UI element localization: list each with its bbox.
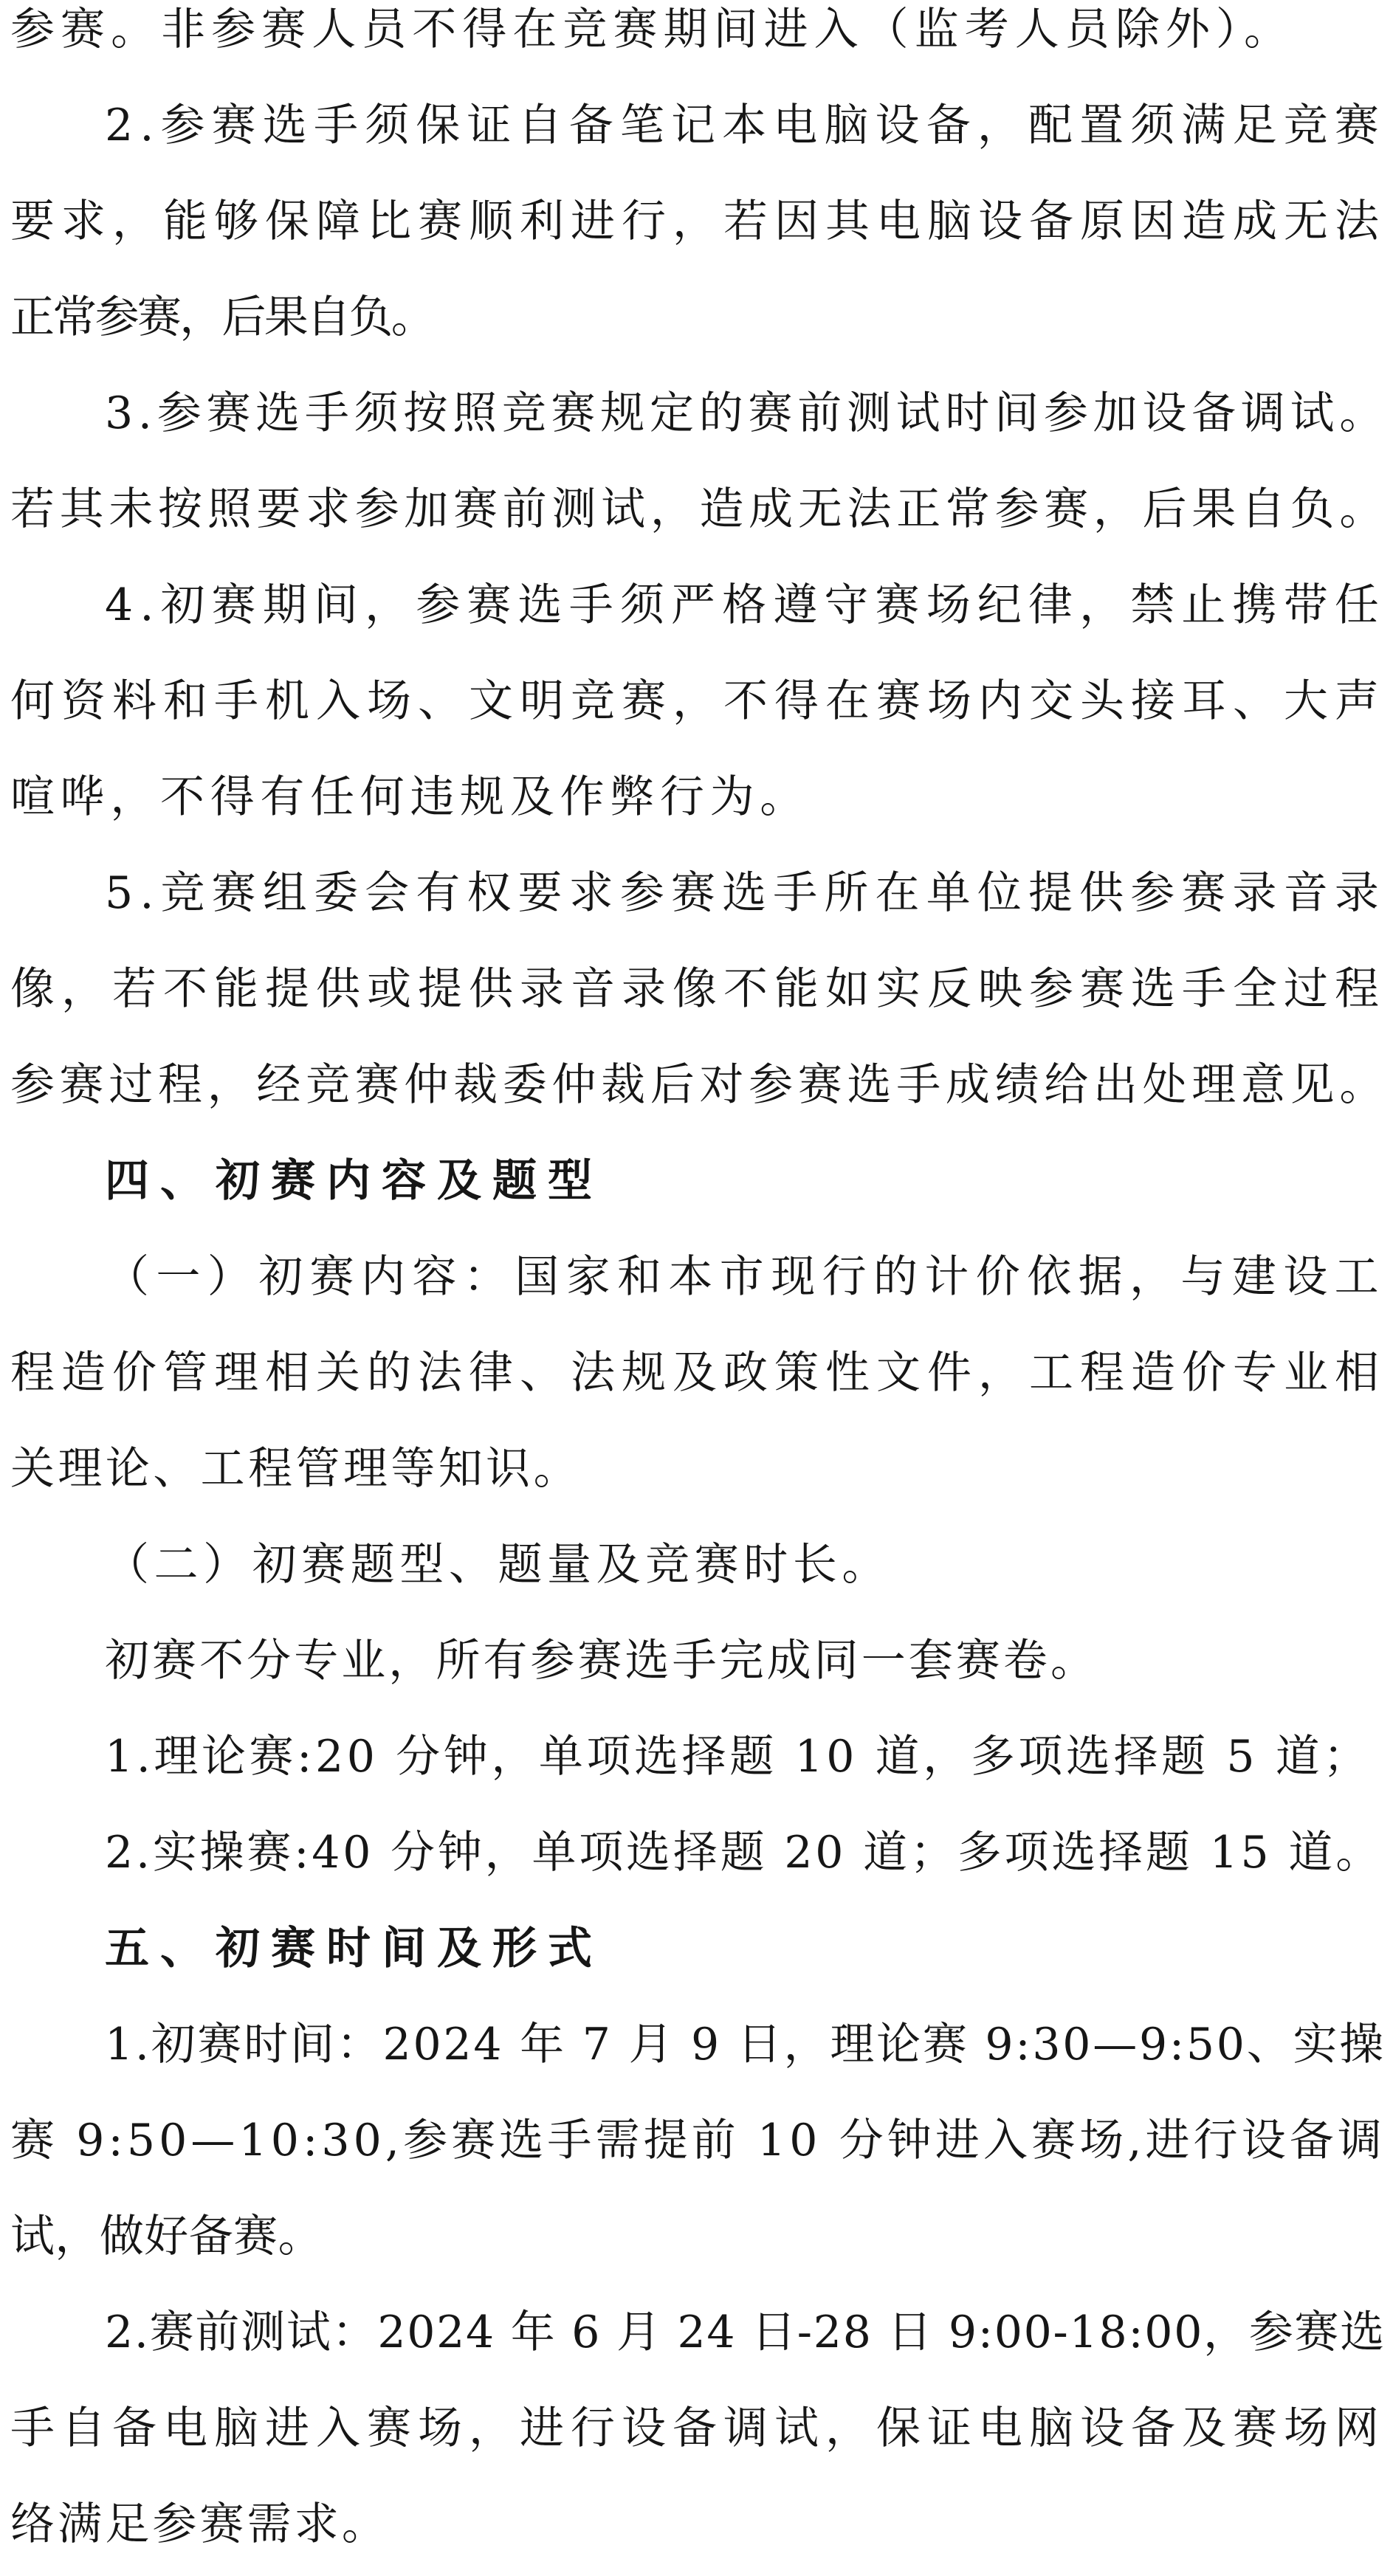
text-line: 5.竞赛组委会有权要求参赛选手所在单位提供参赛录音录 bbox=[105, 867, 1386, 919]
text-line: 手自备电脑进入赛场，进行设备调试，保证电脑设备及赛场网 bbox=[10, 2403, 1386, 2454]
section-heading: 四、初赛内容及题型 bbox=[105, 1155, 603, 1207]
text-line: 2.实操赛:40 分钟，单项选择题 20 道；多项选择题 15 道。 bbox=[105, 1827, 1383, 1878]
text-line: 正常参赛，后果自负。 bbox=[10, 292, 433, 343]
text-line: 参赛。非参赛人员不得在竞赛期间进入（监考人员除外）。 bbox=[10, 4, 1294, 55]
text-line: 2.赛前测试：2024 年 6 月 24 日-28 日 9:00-18:00，参赛选 bbox=[105, 2307, 1386, 2358]
text-line: 2.参赛选手须保证自备笔记本电脑设备，配置须满足竞赛 bbox=[105, 100, 1386, 151]
text-line: 1.理论赛:20 分钟，单项选择题 10 道，多项选择题 5 道； bbox=[105, 1731, 1371, 1783]
text-line: （二）初赛题型、题量及竞赛时长。 bbox=[105, 1539, 891, 1591]
text-line: 3.参赛选手须按照竞赛规定的赛前测试时间参加设备调试。 bbox=[105, 388, 1389, 439]
text-line: 若其未按照要求参加赛前测试，造成无法正常参赛，后果自负。 bbox=[10, 483, 1389, 535]
text-line: 像，若不能提供或提供录音录像不能如实反映参赛选手全过程 bbox=[10, 963, 1386, 1015]
text-line: 络满足参赛需求。 bbox=[10, 2498, 389, 2550]
section-heading: 五、初赛时间及形式 bbox=[105, 1923, 603, 1974]
text-line: 要求，能够保障比赛顺利进行，若因其电脑设备原因造成无法 bbox=[10, 196, 1386, 247]
text-line: 关理论、工程管理等知识。 bbox=[10, 1443, 581, 1495]
text-line: 何资料和手机入场、文明竞赛，不得在赛场内交头接耳、大声 bbox=[10, 675, 1386, 727]
text-line: 试，做好备赛。 bbox=[10, 2211, 323, 2262]
text-line: 初赛不分专业，所有参赛选手完成同一套赛卷。 bbox=[105, 1635, 1098, 1687]
text-line: （一）初赛内容：国家和本市现行的计价依据，与建设工 bbox=[105, 1251, 1386, 1303]
text-line: 1.初赛时间：2024 年 7 月 9 日，理论赛 9:30—9:50、实操 bbox=[105, 2019, 1386, 2070]
text-line: 赛 9:50—10:30,参赛选手需提前 10 分钟进入赛场,进行设备调 bbox=[10, 2115, 1386, 2166]
text-line: 喧哗，不得有任何违规及作弊行为。 bbox=[10, 771, 810, 823]
text-line: 参赛过程，经竞赛仲裁委仲裁后对参赛选手成绩给出处理意见。 bbox=[10, 1059, 1389, 1111]
text-line: 4.初赛期间，参赛选手须严格遵守赛场纪律，禁止携带任 bbox=[105, 579, 1386, 631]
text-line: 程造价管理相关的法律、法规及政策性文件，工程造价专业相 bbox=[10, 1347, 1386, 1399]
